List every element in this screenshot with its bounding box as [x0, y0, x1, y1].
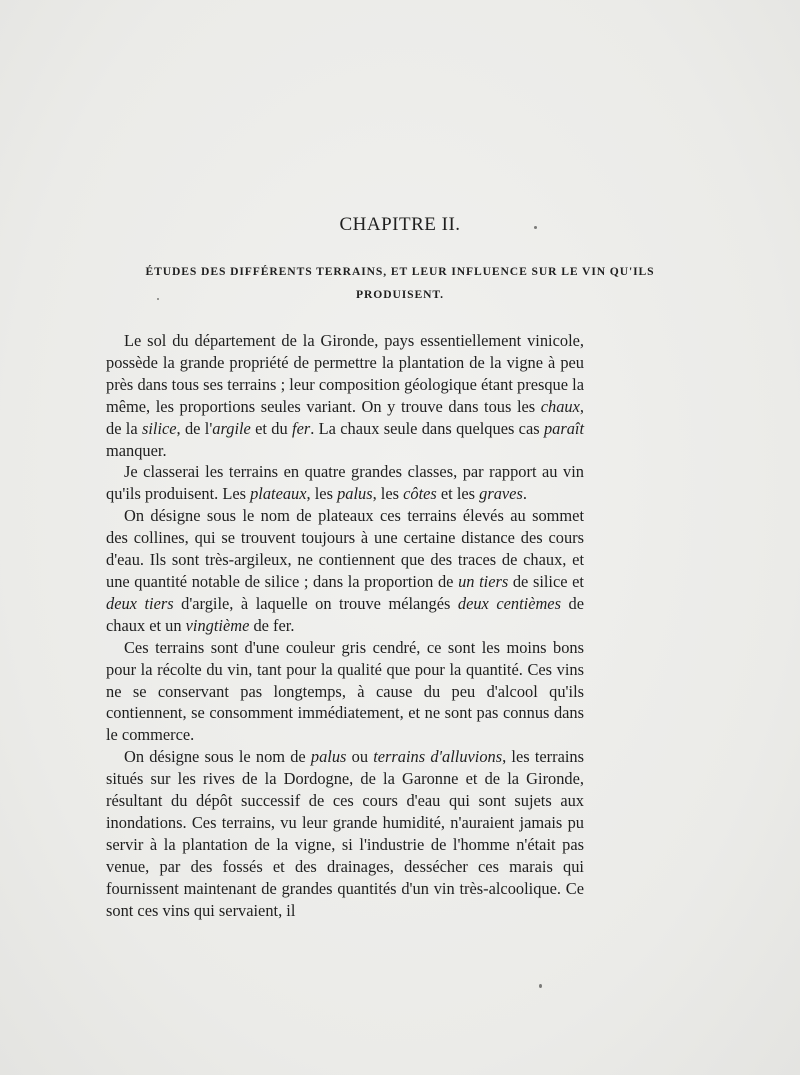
- chapter-title: CHAPITRE II.: [339, 214, 461, 235]
- paragraph: [106, 637, 584, 747]
- paragraph: [106, 746, 584, 921]
- text-run: et les: [436, 484, 480, 504]
- paragraph: [106, 505, 584, 636]
- italic-term: graves: [479, 484, 523, 504]
- body-text: [106, 330, 584, 921]
- text-run: , de la: [106, 396, 584, 438]
- text-run: , les terrains situés sur les rives de la Dordogne, de la Garonne et de la Gironde, résultant du dépôt successif de ces cours d'eau qui sont sujets aux inondations. Ces terrains, vu leur grande humidité, n'auraient jamais pu servir à la plantation de la vigne, si l'industrie de l'homme n'était pas venue, par des fossés et des drainages, dessécher ces marais qui fournissent maintenant de grandes quantités d'un vin très-alcoolique. Ce sont ces vins qui servaient, il: [106, 747, 584, 920]
- italic-term: palus: [337, 484, 373, 504]
- text-run: ou: [346, 747, 374, 767]
- italic-term: silice: [141, 418, 177, 438]
- italic-term: argile: [212, 418, 251, 438]
- text-run: Je classerai les terrains en quatre grandes classes, par rapport au vin qu'ils produisent. Les: [106, 462, 584, 504]
- text-run: Ces terrains sont d'une couleur gris cendré, ce sont les moins bons pour la récolte du vin, tant pour la qualité que pour la quantité. Ces vins ne se conservant pas longtemps, à cause du peu d'alcool qu'ils contiennent, se consomment immédiatement, et ne sont pas connus dans le commerce.: [106, 637, 584, 745]
- italic-term: chaux: [540, 396, 580, 416]
- text-run: Le sol du département de la Gironde, pays essentiellement vinicole, possède la grande propriété de permettre la plantation de la vigne à peu près dans tous ses terrains ; leur composition géologique étant presque la même, les proportions seules variant. On y trouve dans tous les: [106, 331, 584, 416]
- text-run: On désigne sous le nom de plateaux ces terrains élevés au sommet des collines, qui se trouvent toujours à une certaine distance des cours d'eau. Ils sont très-argileux, ne contiennent que des traces de chaux, et une quantité notable de silice ; dans la proportion de: [106, 506, 584, 591]
- text-run: manquer.: [106, 440, 167, 460]
- scan-speck: [157, 298, 159, 300]
- italic-term: fer: [292, 418, 311, 438]
- scan-speck: [539, 984, 542, 988]
- italic-term: palus: [310, 747, 347, 767]
- italic-term: plateaux: [250, 484, 307, 504]
- italic-term: terrains d'alluvions: [373, 747, 503, 767]
- italic-term: paraît: [543, 418, 585, 438]
- italic-term: un tiers: [458, 571, 509, 591]
- text-run: de chaux et un: [106, 593, 584, 635]
- paragraph: [106, 461, 584, 505]
- chapter-subtitle: ÉTUDES DES DIFFÉRENTS TERRAINS, ET LEUR INFLUENCE SUR LE VIN QU'ILS PRODUISENT.: [145, 265, 655, 301]
- text-run: de silice et: [508, 571, 584, 591]
- italic-term: deux tiers: [106, 593, 174, 613]
- italic-term: deux centièmes: [457, 593, 561, 613]
- text-run: , de l': [176, 418, 213, 438]
- text-run: On désigne sous le nom de: [124, 747, 311, 767]
- scan-speck: [534, 226, 537, 229]
- paragraph: [106, 330, 584, 461]
- text-run: , les: [306, 484, 338, 504]
- text-run: , les: [372, 484, 404, 504]
- text-run: et du: [250, 418, 293, 438]
- text-run: . La chaux seule dans quelques cas: [310, 418, 544, 438]
- text-run: de fer.: [249, 615, 295, 635]
- italic-term: vingtième: [185, 615, 250, 635]
- text-run: .: [522, 484, 527, 504]
- text-run: d'argile, à laquelle on trouve mélangés: [173, 593, 458, 613]
- italic-term: côtes: [403, 484, 437, 504]
